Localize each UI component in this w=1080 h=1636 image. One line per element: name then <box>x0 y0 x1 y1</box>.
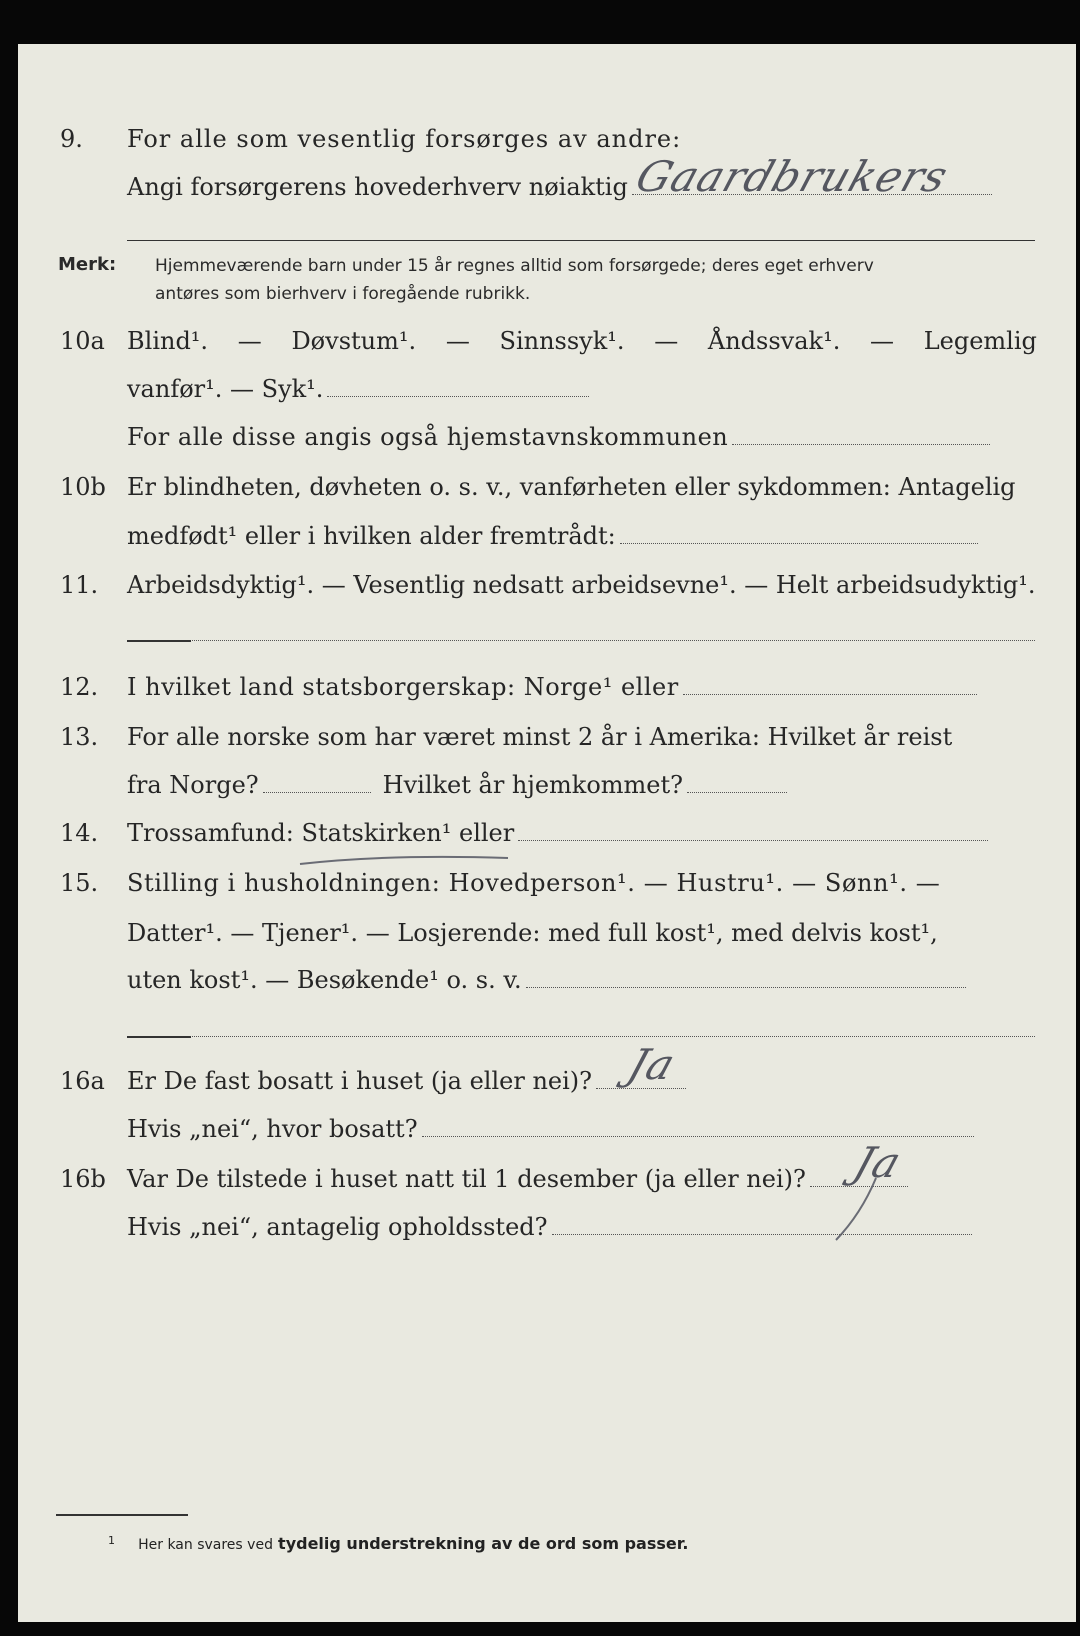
question-text: I hvilket land statsborgerskap: Norge¹ eller <box>127 673 679 701</box>
question-text: uten kost¹. — Besøkende¹ o. s. v. <box>127 966 522 994</box>
handwritten-answer: Ja <box>848 1138 908 1187</box>
note-label: Merk: <box>58 254 117 275</box>
handwritten-answer: Ja <box>622 1040 682 1089</box>
question-number: 10b <box>60 473 106 501</box>
answer-line <box>327 382 589 397</box>
question-number: 12. <box>60 673 99 701</box>
answer-line <box>518 826 988 841</box>
footnote-text-bold: tydelig understrekning av de ord som passer. <box>278 1534 689 1553</box>
separator-rule <box>127 240 1035 241</box>
answer-line <box>127 1036 1035 1037</box>
answer-line <box>127 640 1035 641</box>
question-text: Blind¹. — Døvstum¹. — Sinnssyk¹. — Åndssvak¹. — Legemlig <box>127 327 1037 355</box>
question-text: Var De tilstede i huset natt til 1 desember (ja eller nei)? <box>127 1165 806 1193</box>
question-text: Arbeidsdyktig¹. — Vesentlig nedsatt arbeidsevne¹. — Helt arbeidsudyktig¹. <box>127 571 1036 599</box>
handwritten-answer: Gaardbrukers <box>630 152 955 201</box>
note-line-1: Hjemmeværende barn under 15 år regnes alltid som forsørgede; deres eget erhverv <box>155 256 874 276</box>
answer-line <box>422 1122 974 1137</box>
question-text: fra Norge? <box>127 771 259 799</box>
question-text: vanfør¹. — Syk¹. <box>127 375 324 403</box>
question-text: medfødt¹ eller i hvilken alder fremtrådt: <box>127 522 616 550</box>
question-text: Angi forsørgerens hovederhverv nøiaktig <box>127 173 628 201</box>
note-line-2: antøres som bierhverv i foregående rubrikk. <box>155 284 531 304</box>
answer-line <box>620 529 978 544</box>
question-text: Trossamfund: Statskirken¹ eller <box>127 819 515 847</box>
answer-line <box>263 778 371 793</box>
footnote-mark: 1 <box>108 1534 115 1547</box>
question-number: 14. <box>60 819 99 847</box>
question-text: Er De fast bosatt i huset (ja eller nei)? <box>127 1067 593 1095</box>
answer-line <box>526 973 966 988</box>
question-text: For alle som vesentlig forsørges av andre: <box>127 125 682 153</box>
question-text: Hvis „nei“, antagelig opholdssted? <box>127 1213 548 1241</box>
question-number: 16b <box>60 1165 106 1193</box>
question-number: 13. <box>60 723 99 751</box>
answer-line <box>732 430 990 445</box>
question-number: 9. <box>60 125 83 153</box>
question-text: Datter¹. — Tjener¹. — Losjerende: med full kost¹, med delvis kost¹, <box>127 919 938 947</box>
answer-line <box>683 680 977 695</box>
question-text: Stilling i husholdningen: Hovedperson¹. — Hustru¹. — Sønn¹. — <box>127 869 941 897</box>
question-number: 10a <box>60 327 105 355</box>
footnote-rule <box>56 1514 188 1516</box>
footnote-text-plain: Her kan svares ved <box>138 1537 273 1553</box>
census-form-page <box>18 44 1076 1622</box>
question-text: Er blindheten, døvheten o. s. v., vanførheten eller sykdommen: Antagelig <box>127 473 1016 501</box>
answer-line <box>552 1220 972 1235</box>
footnote <box>108 1534 688 1553</box>
question-text: For alle norske som har været minst 2 år i Amerika: Hvilket år reist <box>127 723 953 751</box>
question-text: For alle disse angis også hjemstavnskommunen <box>127 423 729 451</box>
question-number: 15. <box>60 869 99 897</box>
question-text: Hvis „nei“, hvor bosatt? <box>127 1115 418 1143</box>
question-number: 16a <box>60 1067 105 1095</box>
question-number: 11. <box>60 571 99 599</box>
question-text: Hvilket år hjemkommet? <box>382 771 684 799</box>
answer-line <box>687 778 787 793</box>
